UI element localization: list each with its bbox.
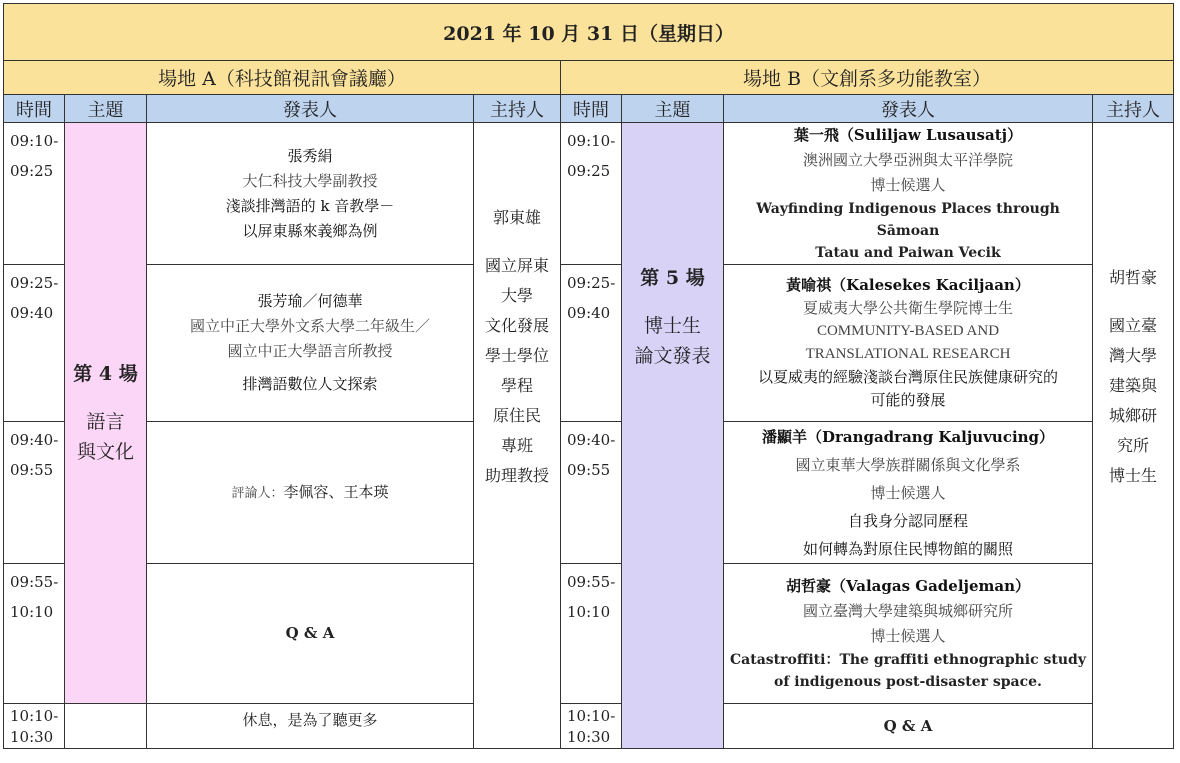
break-cell-a: 休息，是為了聽更多 — [147, 704, 474, 749]
time-cell-a: 09:10- 09:25 — [4, 123, 65, 265]
presenter-cell-a — [147, 564, 474, 704]
col-time-a: 時間 — [4, 95, 65, 123]
qa-label: Q & A — [285, 624, 335, 642]
presenter-cell-b: 葉一飛（Suliljaw Lusausatj） 澳洲國立大學亞洲與太平洋學院 博士候選人 Wayfinding Indigenous Places through Sāmoan Tatau and Paiwan Vecik — [724, 123, 1093, 265]
presenter-cell-b — [724, 704, 1093, 749]
col-time-b: 時間 — [561, 95, 622, 123]
venue-a-header: 場地 A（科技館視訊會議廳） — [4, 61, 561, 95]
theme-cell-a: 第 4 場 語言 與文化 — [65, 123, 147, 704]
presenter-cell-a — [147, 422, 474, 564]
host-cell-b: 胡哲豪 國立臺 灣大學 建築與 城鄉研 究所 博士生 — [1093, 123, 1174, 749]
commentator-label: 評論人： — [231, 485, 284, 501]
time-cell-a: 10:10- 10:30 — [4, 704, 65, 749]
time-cell-b: 09:40- 09:55 — [561, 422, 622, 564]
time-cell-b: 09:25- 09:40 — [561, 265, 622, 422]
time-cell-b: 09:55- 10:10 — [561, 564, 622, 704]
col-host-b: 主持人 — [1093, 95, 1174, 123]
host-cell-a: 郭東雄 國立屏東 大學 文化發展 學士學位 學程 原住民 專班 助理教授 — [474, 123, 561, 749]
commentator-names: 李佩容、王本瑛 — [283, 482, 389, 501]
schedule-table — [3, 3, 1174, 749]
presenter-cell-b: 黃喻祺（Kalesekes Kaciljaan） 夏威夷大學公共衛生學院博士生 COMMUNITY-BASED AND TRANSLATIONAL RESEARCH 以夏威夷的經驗淺談台灣原住民族健康研究的 可能的發展 — [724, 265, 1093, 422]
time-cell-a: 09:40- 09:55 — [4, 422, 65, 564]
qa-label: Q & A — [883, 716, 933, 735]
col-host-a: 主持人 — [474, 95, 561, 123]
table-row — [4, 704, 1174, 749]
col-presenter-b: 發表人 — [724, 95, 1093, 123]
table-row — [4, 422, 1174, 564]
theme-empty-cell-a — [65, 704, 147, 749]
col-theme-b: 主題 — [622, 95, 724, 123]
presenter-cell-a: 張秀絹 大仁科技大學副教授 淺談排灣語的 k 音教學－ 以屏東縣來義鄉為例 — [147, 123, 474, 265]
date-header: 2021 年 10 月 31 日（星期日） — [4, 4, 1174, 61]
theme-cell-b: 第 5 場 博士生 論文發表 — [622, 123, 724, 749]
time-cell-a: 09:25- 09:40 — [4, 265, 65, 422]
venue-b-header: 場地 B（文創系多功能教室） — [561, 61, 1174, 95]
col-theme-a: 主題 — [65, 95, 147, 123]
time-cell-a: 09:55- 10:10 — [4, 564, 65, 704]
table-row — [4, 564, 1174, 704]
table-row — [4, 265, 1174, 422]
presenter-cell-b: 潘顯羊（Drangadrang Kaljuvucing） 國立東華大學族群關係與文化學系 博士候選人 自我身分認同歷程 如何轉為對原住民博物館的關照 — [724, 422, 1093, 564]
table-row — [4, 123, 1174, 265]
col-presenter-a: 發表人 — [147, 95, 474, 123]
time-cell-b: 10:10- 10:30 — [561, 704, 622, 749]
presenter-cell-b: 胡哲豪（Valagas Gadeljeman） 國立臺灣大學建築與城鄉研究所 博士候選人 Catastroffiti：The graffiti ethnographic study of indigenous post-disaster space. — [724, 564, 1093, 704]
presenter-cell-a: 張芳瑜／何德華 國立中正大學外文系大學二年級生／ 國立中正大學語言所教授 排灣語數位人文探索 — [147, 265, 474, 422]
time-cell-b: 09:10- 09:25 — [561, 123, 622, 265]
